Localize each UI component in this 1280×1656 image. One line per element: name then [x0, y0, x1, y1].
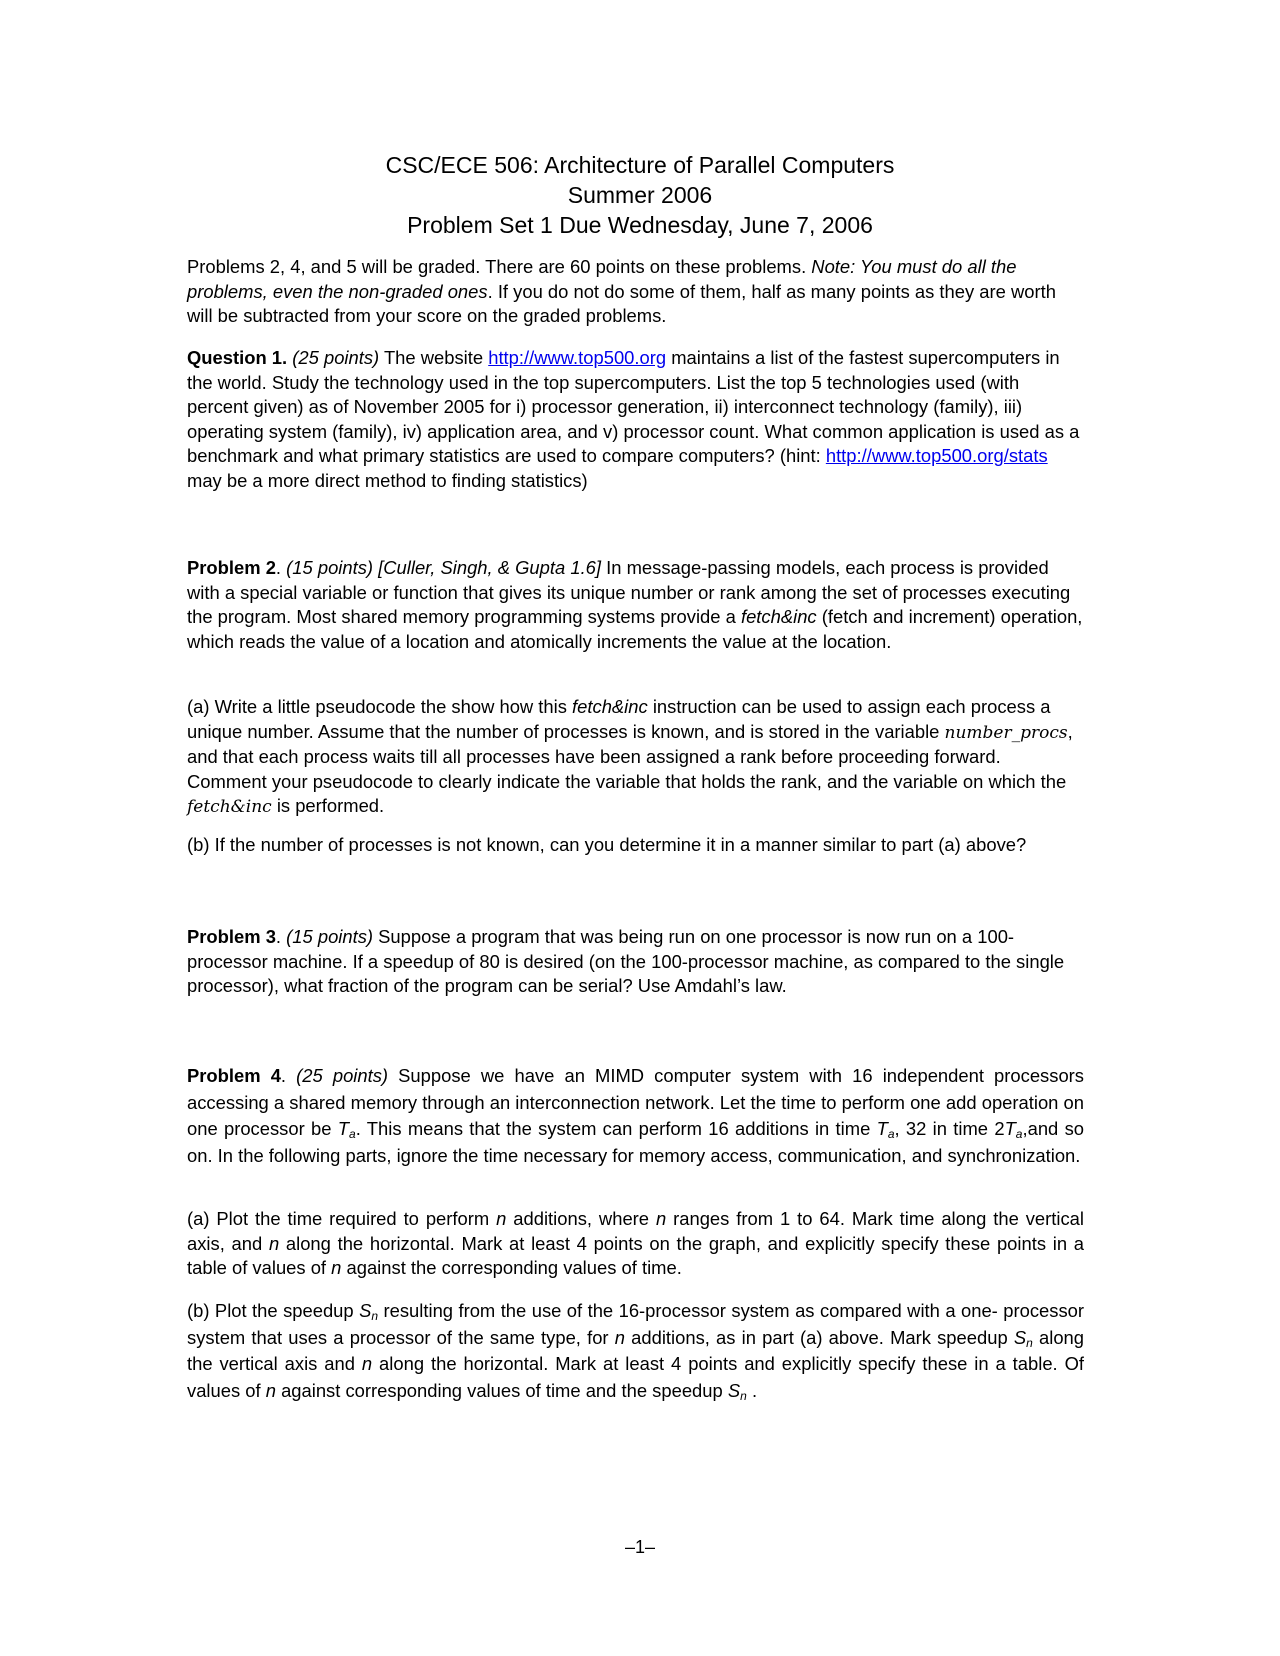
- problem-4-part-b: (b) Plot the speedup $S_n$ resulting from the use of the 16-processor system as compared with a one- processor system that uses a processor of the same type, for n additions, as in part (a) above. Mark speedup $S_n$ along the vertical axis and n along the horizontal. Mark at least 4 points and explicitly specify these in a table. Of values of n against corresponding values of time and the speedup $S_n$ .: [187, 1300, 1085, 1403]
- question-1-label: Question 1.: [187, 347, 288, 368]
- problem-2-part-b: (b) If the number of processes is not known, can you determine it in a manner similar to part (a) above?: [187, 834, 1027, 855]
- fetch-inc-code: fetch&inc: [187, 797, 272, 817]
- assignment-title: Problem Set 1 Due Wednesday, June 7, 2006: [407, 212, 873, 238]
- course-title: CSC/ECE 506: Architecture of Parallel Computers: [385, 152, 895, 178]
- top500-stats-link[interactable]: http://www.top500.org/stats: [825, 445, 1048, 466]
- problem-2-label: Problem 2: [187, 557, 276, 578]
- page-number: –1–: [624, 1537, 656, 1557]
- problem-2-points: (15 points) [Culler, Singh, & Gupta 1.6]: [286, 557, 602, 578]
- problem-2-part-a: (a) Write a little pseudocode the show how this fetch&inc instruction can be used to assign each process a unique number. Assume that the number of processes is known, and is stored in the variable number_procs, and that each process waits till all processes have been assigned a rank before proceeding forward. Comment your pseudocode to clearly indicate the variable that holds the rank, and the variable on which the fetch&inc is performed.: [187, 696, 1073, 817]
- note-text: Note: You must do all the problems, even the non-graded ones: [187, 256, 1017, 302]
- problem-3-label: Problem 3: [187, 926, 276, 947]
- problem-4-part-a: (a) Plot the time required to perform n additions, where n ranges from 1 to 64. Mark time along the vertical axis, and n along the horizontal. Mark at least 4 points on the graph, and explicitly specify these points in a table of values of n against the corresponding values of time.: [187, 1208, 1084, 1278]
- term: Summer 2006: [567, 182, 713, 208]
- problem-4: Problem 4. (25 points) Suppose we have an MIMD computer system with 16 independent processors accessing a shared memory through an interconnection network. Let the time to perform one add operation on one processor be $T_a$. This means that the system can perform 16 additions in time $T_a$, 32 in time $2T_a,and$ so on. In the following parts, ignore the time necessary for memory access, communication, and synchronization.: [187, 1065, 1084, 1166]
- problem-4-label: Problem 4: [187, 1065, 281, 1086]
- problem-3: Problem 3. (15 points) Suppose a program that was being run on one processor is now run on a 100-processor machine. If a speedup of 80 is desired (on the 100-processor machine, as compared to the single processor), what fraction of the program can be serial? Use Amdahl’s law.: [187, 926, 1065, 996]
- question-1-points: (25 points): [292, 347, 380, 368]
- number-procs-variable: number_procs: [944, 722, 1068, 743]
- problem-4-points: (25 points): [296, 1065, 389, 1086]
- document-header: [0, 150, 1280, 240]
- question-1: Question 1. (25 points) The website http://www.top500.org maintains a list of the fastest supercomputers in the world. Study the technology used in the top supercomputers. List the top 5 technologies used (with percent given) as of November 2005 for i) processor generation, ii) interconnect technology (family), iii) operating system (family), iv) application area, and v) processor count. What common application is used as a benchmark and what primary statistics are used to compare computers? (hint: http://www.top500.org/stats may be a more direct method to finding statistics): [187, 347, 1080, 491]
- intro-paragraph: Problems 2, 4, and 5 will be graded. There are 60 points on these problems. Note: You must do all the problems, even the non-graded ones. If you do not do some of them, half as many points as they are worth will be subtracted from your score on the graded problems.: [187, 256, 1056, 326]
- problem-3-points: (15 points): [286, 926, 374, 947]
- top500-link[interactable]: http://www.top500.org: [488, 347, 667, 368]
- problem-2: Problem 2. (15 points) [Culler, Singh, & Gupta 1.6] In message-passing models, each process is provided with a special variable or function that gives its unique number or rank among the set of processes executing the program. Most shared memory programming systems provide a fetch&inc (fetch and increment) operation, which reads the value of a location and atomically increments the value at the location.: [187, 557, 1083, 652]
